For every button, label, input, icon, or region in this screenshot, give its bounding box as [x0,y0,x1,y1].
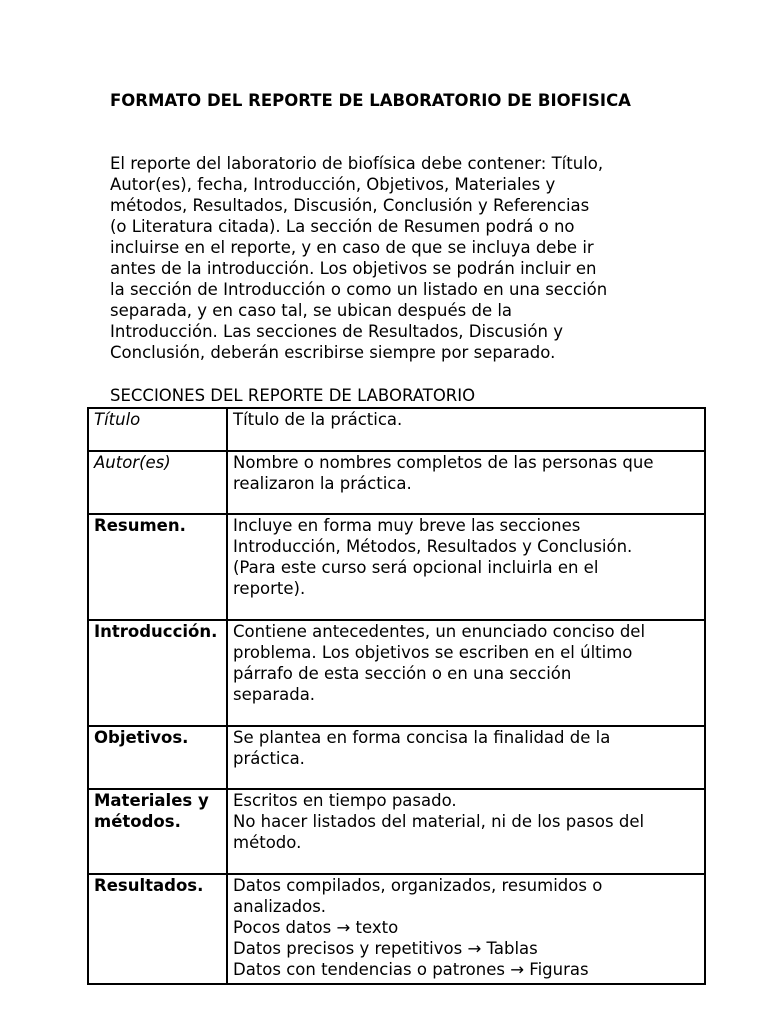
section-description [227,789,705,874]
intro-line: Conclusión, deberán escribirse siempre por separado. [110,343,556,362]
description-line: No hacer listados del material, ni de los pasos del [233,812,645,831]
intro-paragraph [110,153,670,363]
intro-line: métodos, Resultados, Discusión, Conclusión y Referencias [110,196,590,215]
description-line: (Para este curso será opcional incluirla en el [233,558,599,577]
description-line: Incluye en forma muy breve las secciones [233,516,581,535]
section-label: Introducción. [88,620,227,726]
description-line: Se plantea en forma concisa la finalidad de la [233,728,611,747]
section-label: Objetivos. [88,726,227,789]
section-label: Título [88,408,227,451]
description-line: analizados. [233,897,327,916]
section-description [227,726,705,789]
description-line: realizaron la práctica. [233,474,412,493]
table-row [88,514,705,620]
description-line: Datos con tendencias o patrones → Figuras [233,960,589,979]
table-row [88,408,705,451]
section-label: Resumen. [88,514,227,620]
description-line: Datos precisos y repetitivos → Tablas [233,939,538,958]
description-line: Título de la práctica. [233,410,403,429]
section-description [227,451,705,514]
description-line: Pocos datos → texto [233,918,399,937]
intro-line: separada, y en caso tal, se ubican después de la [110,301,513,320]
sections-table [87,407,706,985]
section-description [227,874,705,984]
intro-line: El reporte del laboratorio de biofísica debe contener: Título, [110,154,604,173]
description-line: problema. Los objetivos se escriben en el último [233,643,633,662]
intro-line: incluirse en el reporte, y en caso de que se incluya debe ir [110,238,594,257]
description-line: Introducción, Métodos, Resultados y Conclusión. [233,537,633,556]
intro-line: Introducción. Las secciones de Resultados, Discusión y [110,322,563,341]
description-line: Nombre o nombres completos de las personas que [233,453,654,472]
intro-line: antes de la introducción. Los objetivos se podrán incluir en [110,259,597,278]
section-label: Autor(es) [88,451,227,514]
description-line: Datos compilados, organizados, resumidos o [233,876,603,895]
section-description [227,620,705,726]
table-row [88,789,705,874]
description-line: método. [233,833,302,852]
intro-line: Autor(es), fecha, Introducción, Objetivos, Materiales y [110,175,556,194]
table-row [88,451,705,514]
section-description [227,408,705,451]
description-line: reporte). [233,579,306,598]
description-line: Contiene antecedentes, un enunciado conciso del [233,622,646,641]
section-label: Materiales y métodos. [88,789,227,874]
description-line: separada. [233,685,316,704]
intro-line: la sección de Introducción o como un listado en una sección [110,280,608,299]
intro-line: (o Literatura citada). La sección de Resumen podrá o no [110,217,575,236]
description-line: Escritos en tiempo pasado. [233,791,457,810]
table-row [88,874,705,984]
description-line: párrafo de esta sección o en una sección [233,664,572,683]
table-row [88,726,705,789]
section-label: Resultados. [88,874,227,984]
table-row [88,620,705,726]
document-title: FORMATO DEL REPORTE DE LABORATORIO DE BIOFISICA [110,91,631,110]
description-line: práctica. [233,749,305,768]
section-heading: SECCIONES DEL REPORTE DE LABORATORIO [110,386,476,405]
section-description [227,514,705,620]
